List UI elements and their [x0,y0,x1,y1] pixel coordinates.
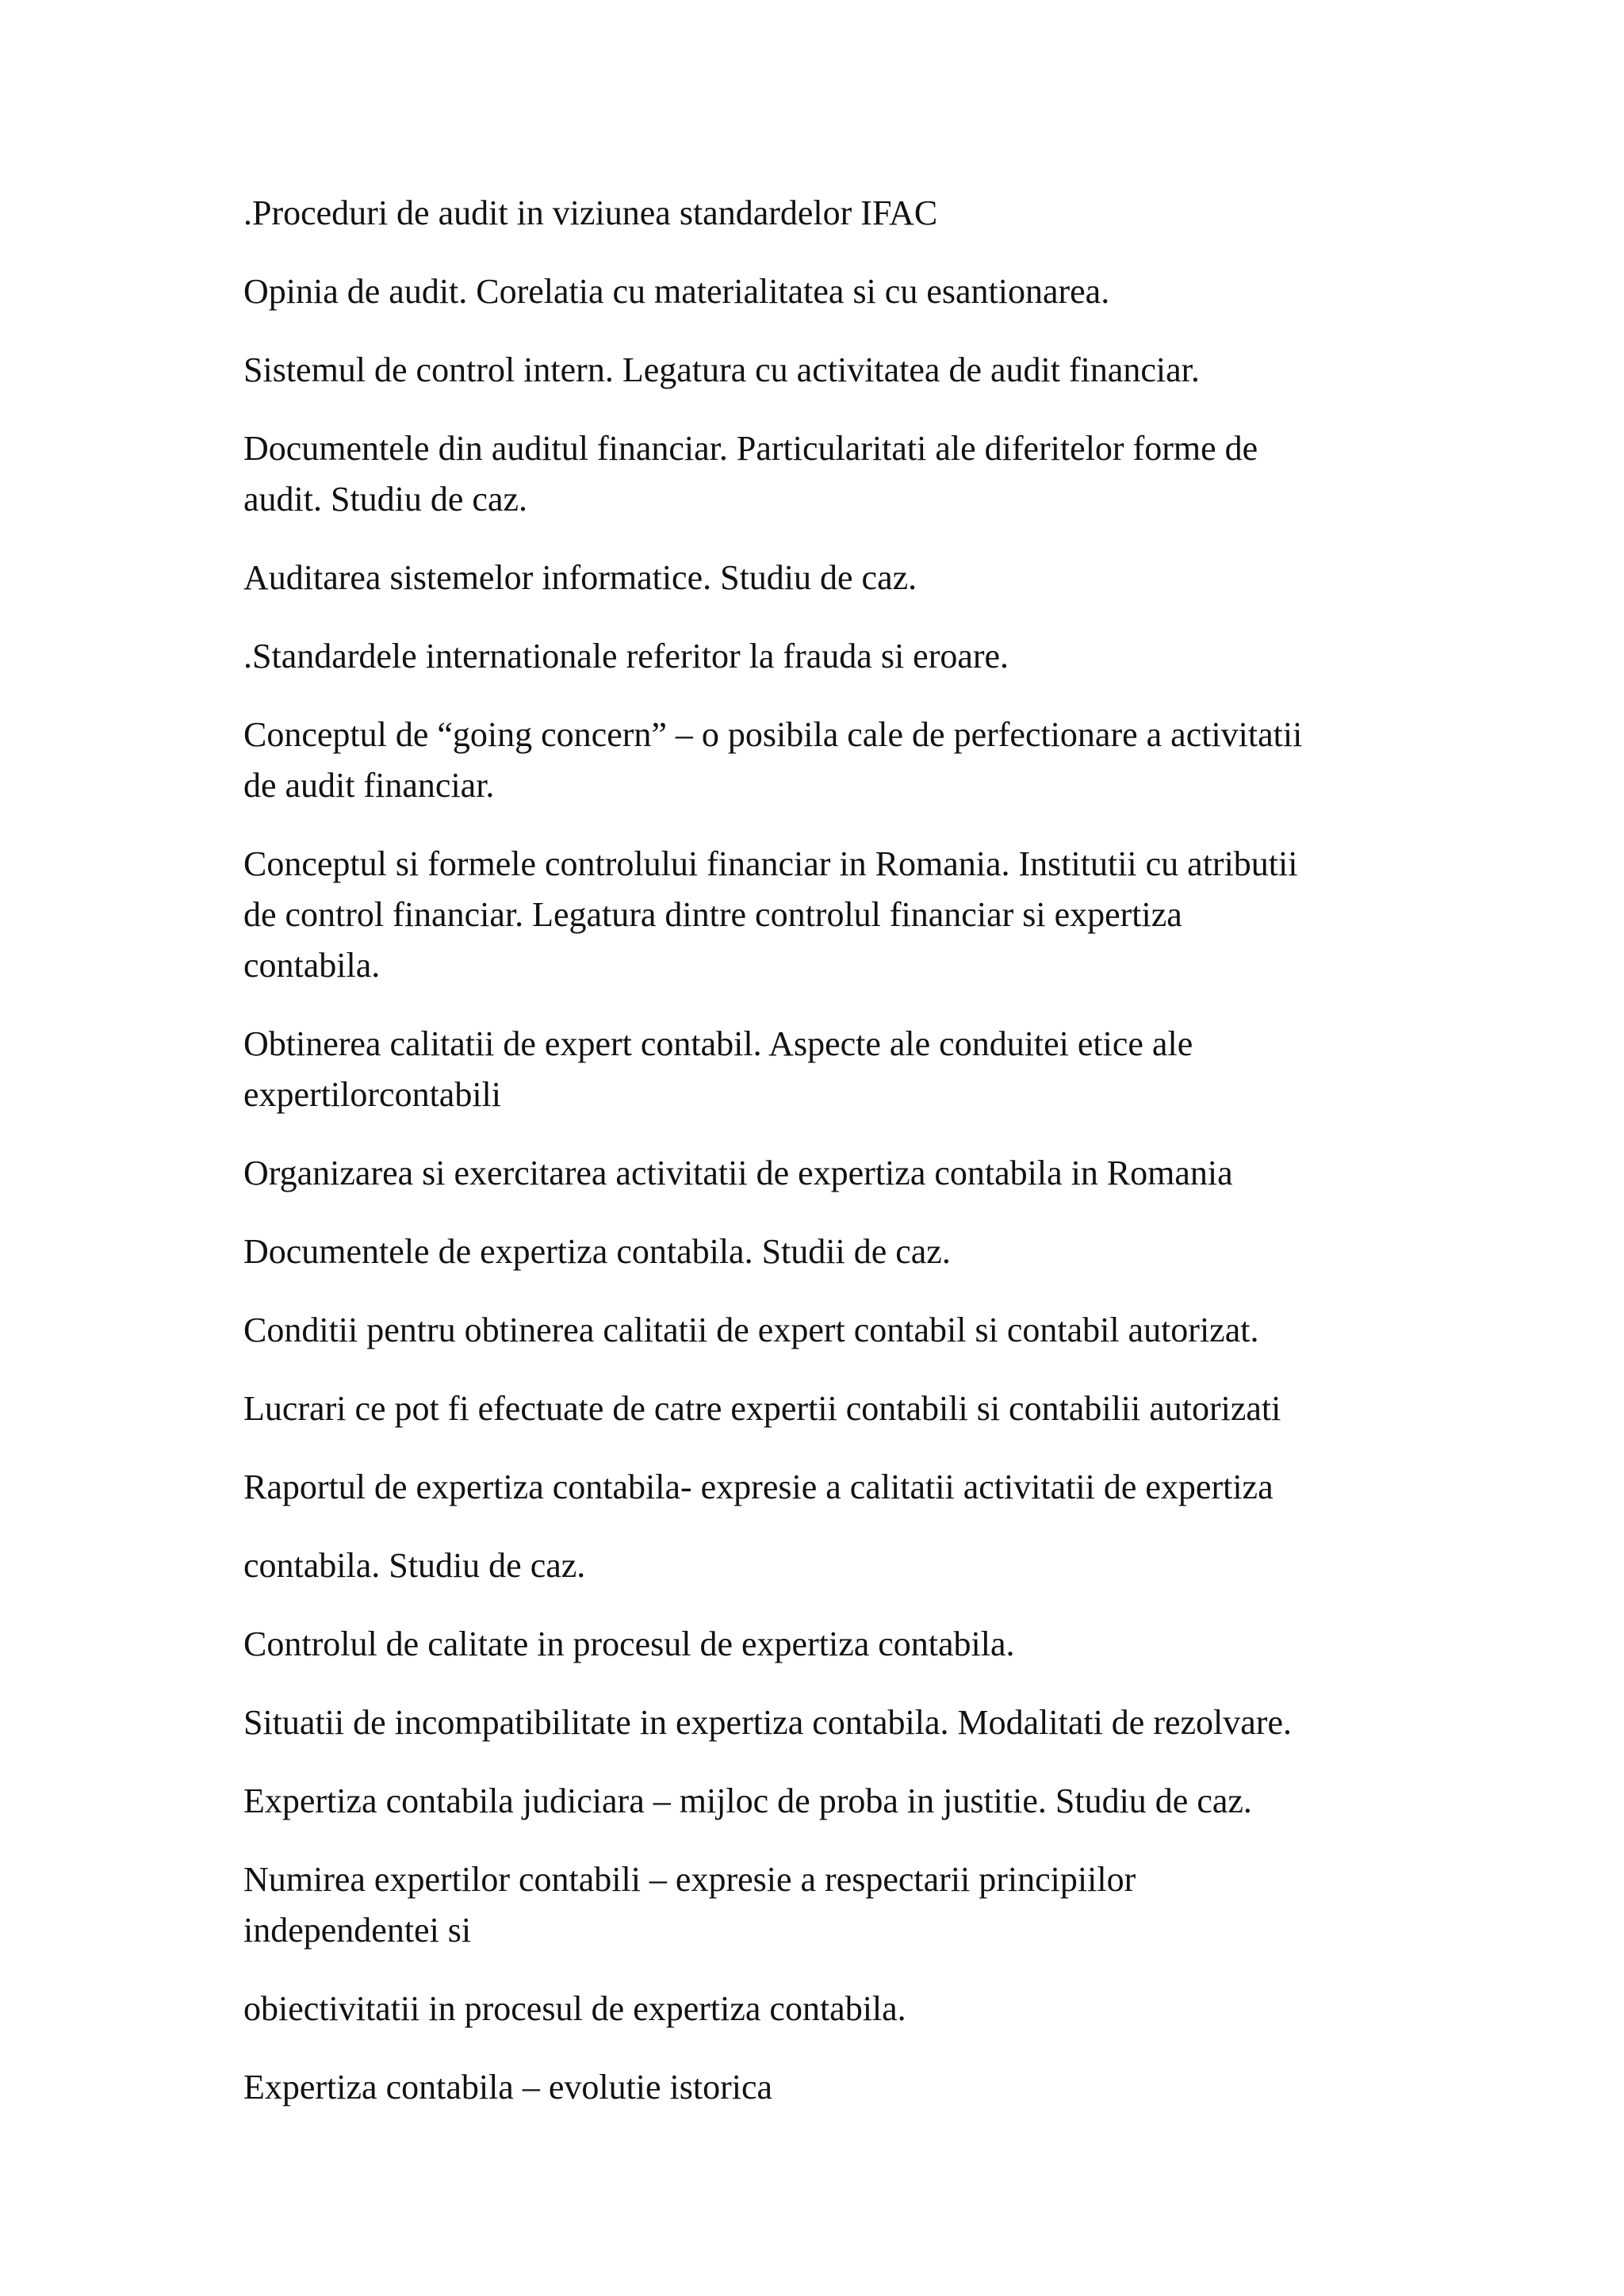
text-line: Lucrari ce pot fi efectuate de catre expertii contabili si contabilii autorizati [243,1389,1281,1428]
text-line: contabila. [243,946,381,985]
text-line: Documentele de expertiza contabila. Studii de caz. [243,1232,951,1271]
text-line: expertilorcontabili [243,1075,501,1114]
topic-paragraph [243,2062,1449,2113]
document-page [243,188,1449,2141]
text-line: Organizarea si exercitarea activitatii de expertiza contabila in Romania [243,1154,1233,1192]
topic-paragraph [243,553,1449,603]
text-line: audit. Studiu de caz. [243,480,528,519]
text-line: Sistemul de control intern. Legatura cu activitatea de audit financiar. [243,350,1200,389]
text-line: Controlul de calitate in procesul de expertiza contabila. [243,1624,1015,1663]
text-line: Conceptul de “going concern” – o posibila cale de perfectionare a activitatii [243,715,1303,754]
topic-paragraph [243,1854,1449,1956]
topic-paragraph [243,1984,1449,2034]
topic-paragraph [243,1776,1449,1827]
text-line: Auditarea sistemelor informatice. Studiu de caz. [243,558,917,597]
text-line: Documentele din auditul financiar. Particularitati ale diferitelor forme de [243,429,1258,468]
topic-paragraph [243,839,1449,991]
topic-paragraph [243,423,1449,525]
text-line: Conceptul si formele controlului financiar in Romania. Institutii cu atributii [243,844,1298,883]
text-line: Opinia de audit. Corelatia cu materialitatea si cu esantionarea. [243,272,1110,311]
text-line: de control financiar. Legatura dintre controlul financiar si expertiza [243,895,1182,934]
topic-paragraph [243,1540,1449,1591]
topic-paragraph [243,188,1449,239]
text-line: Situatii de incompatibilitate in expertiza contabila. Modalitati de rezolvare. [243,1703,1292,1742]
text-line: contabila. Studiu de caz. [243,1546,586,1585]
topic-paragraph [243,1019,1449,1120]
text-line: de audit financiar. [243,766,495,805]
text-line: Conditii pentru obtinerea calitatii de expert contabil si contabil autorizat. [243,1311,1259,1349]
topic-paragraph [243,1305,1449,1356]
text-line: Expertiza contabila – evolutie istorica [243,2068,773,2107]
text-line: Expertiza contabila judiciara – mijloc de proba in justitie. Studiu de caz. [243,1781,1252,1820]
topic-paragraph [243,1462,1449,1513]
topic-paragraph [243,1619,1449,1670]
text-line: Raportul de expertiza contabila- expresie a calitatii activitatii de expertiza [243,1468,1274,1506]
topic-paragraph [243,631,1449,682]
text-line: Obtinerea calitatii de expert contabil. Aspecte ale conduitei etice ale [243,1024,1193,1063]
text-line: .Proceduri de audit in viziunea standardelor IFAC [243,193,938,232]
topic-paragraph [243,710,1449,811]
text-line: .Standardele internationale referitor la frauda si eroare. [243,637,1009,675]
topic-paragraph [243,1226,1449,1277]
topic-paragraph [243,266,1449,317]
text-line: Numirea expertilor contabili – expresie a respectarii principiilor [243,1860,1136,1899]
text-line: obiectivitatii in procesul de expertiza contabila. [243,1989,906,2028]
topic-paragraph [243,1148,1449,1199]
text-line: independentei si [243,1911,472,1950]
topic-paragraph [243,1383,1449,1434]
topic-paragraph [243,345,1449,396]
topic-paragraph [243,1697,1449,1748]
